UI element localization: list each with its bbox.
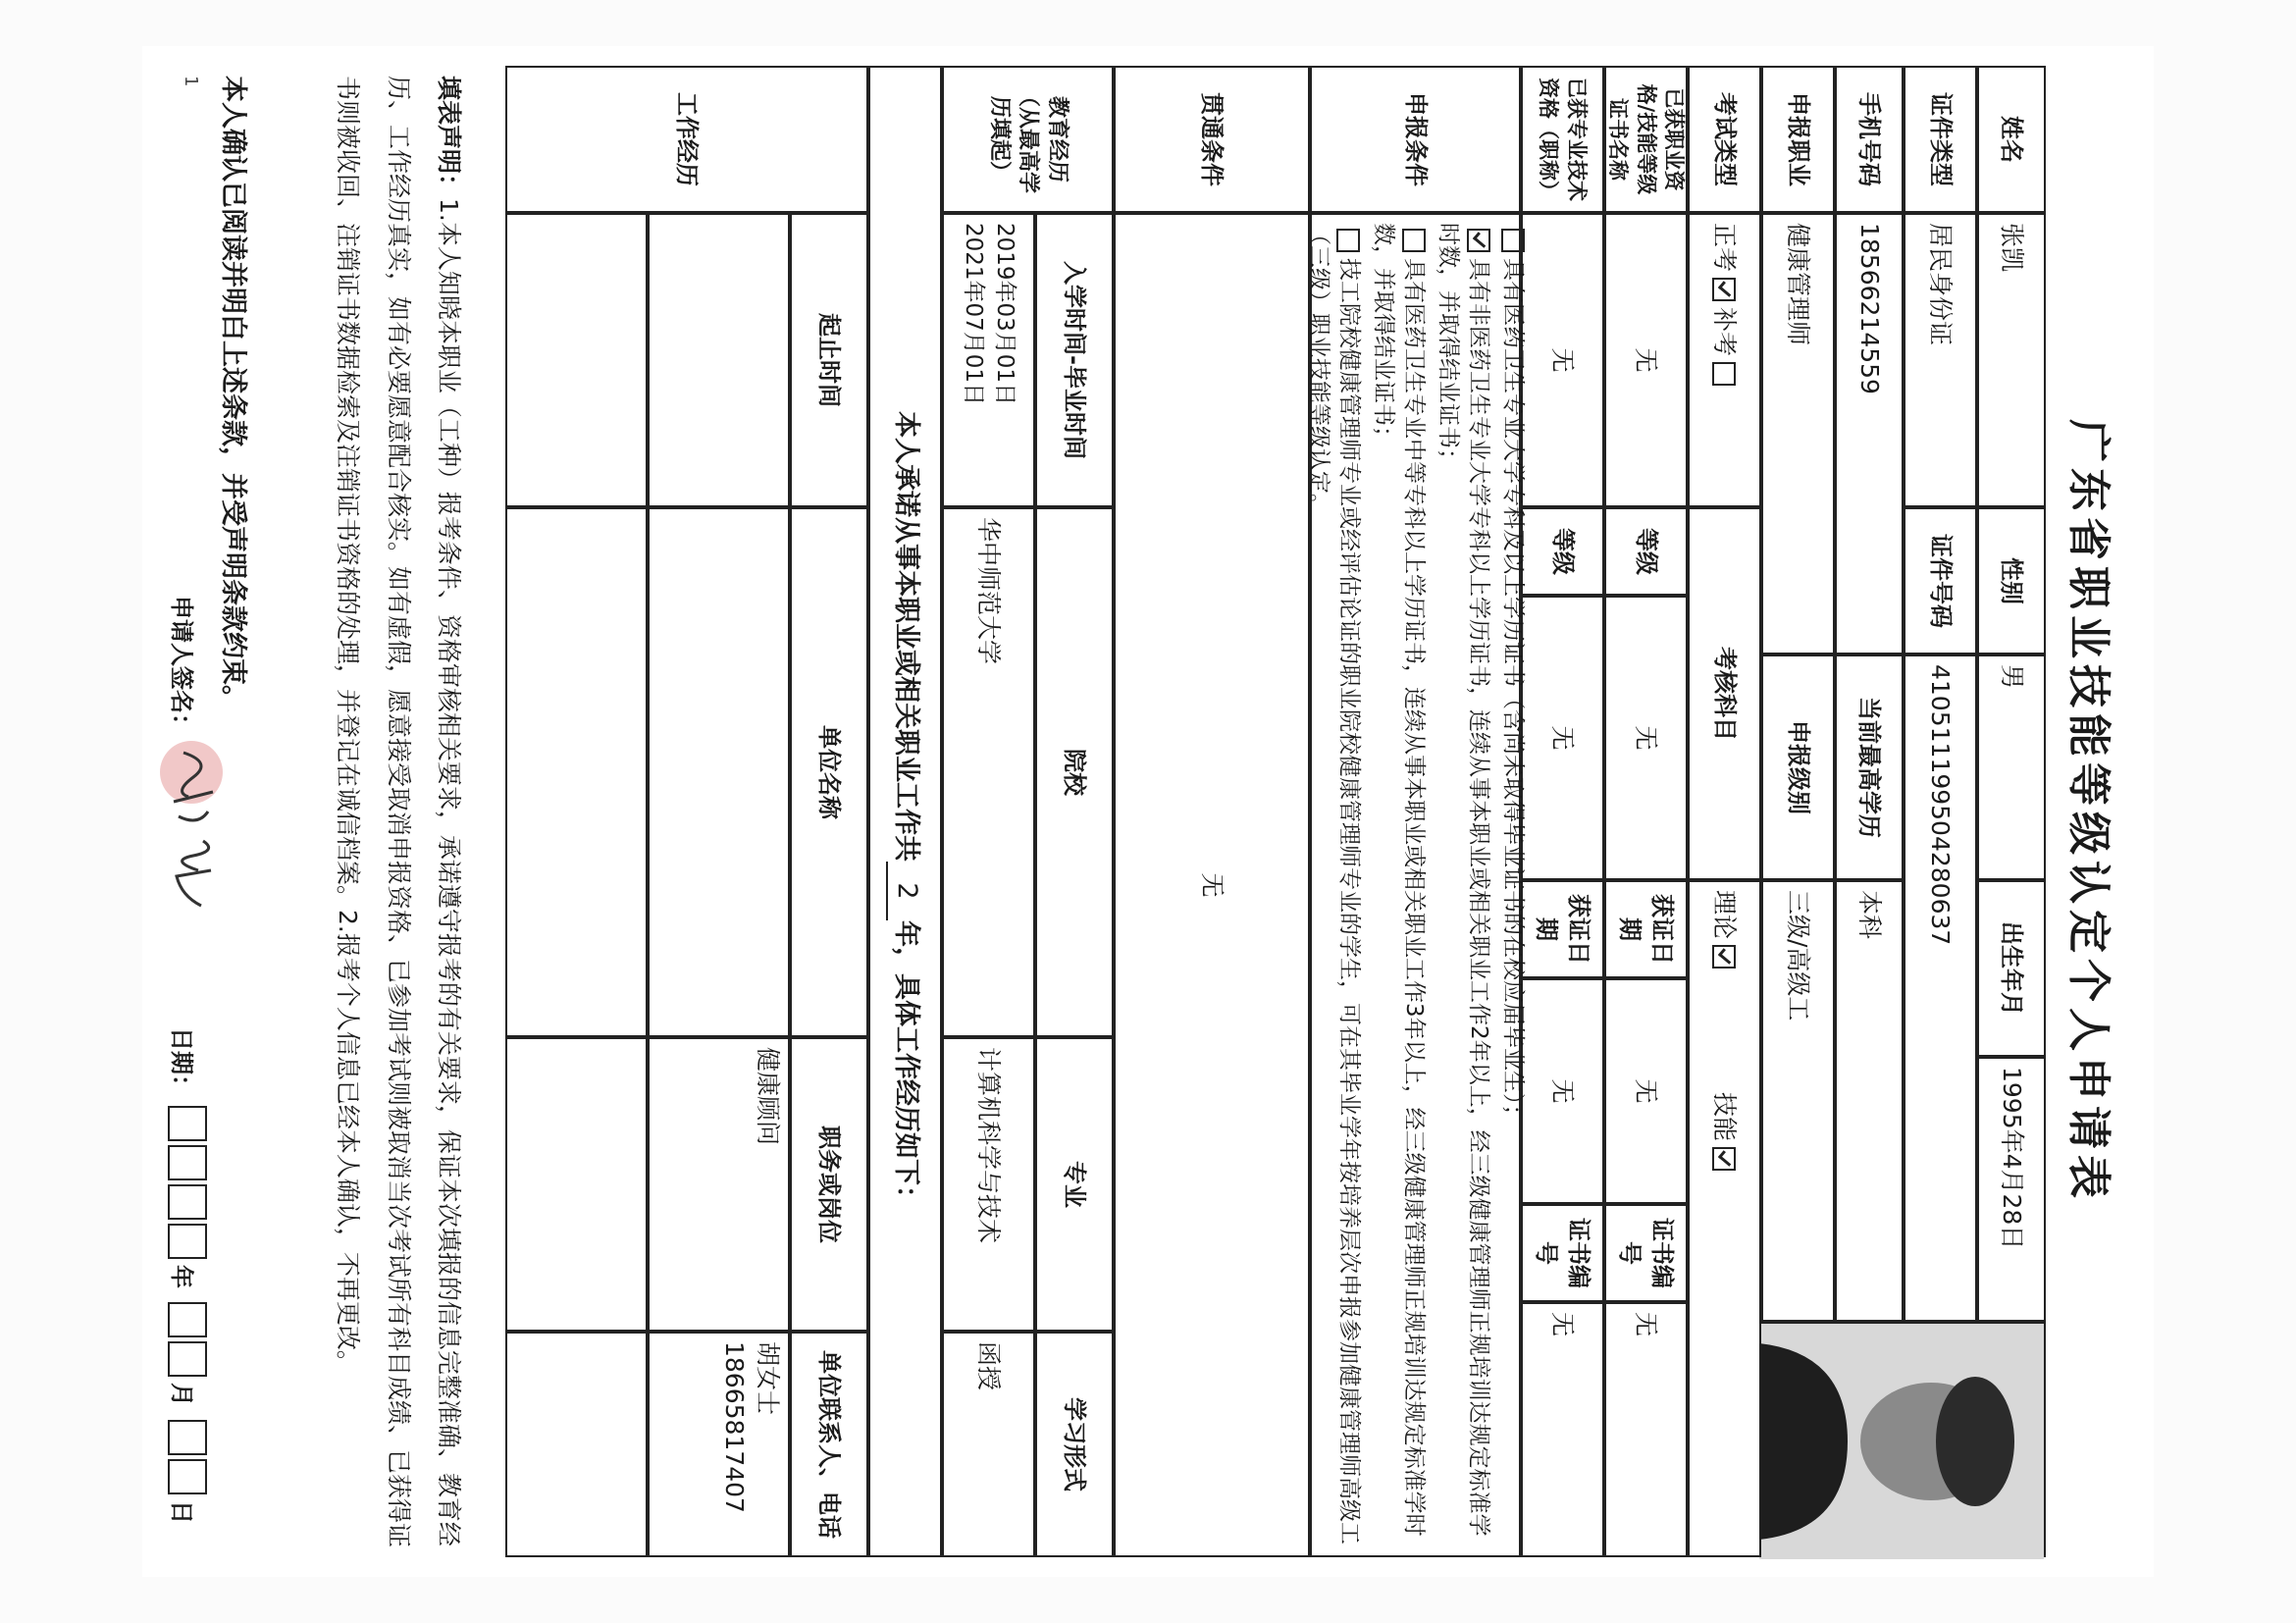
value-pass-condition: 无 [1114,213,1310,1557]
exam-retake-checkbox[interactable] [1713,362,1737,386]
date-year-unit: 年 [168,1265,195,1288]
date-year-digit-2 [168,1145,207,1180]
value-cert-no: 无 [1604,1302,1688,1557]
value-tech-level: 无 [1521,596,1604,880]
value-held-tech-name: 无 [1521,213,1604,507]
label-id-number: 证件号码 [1904,507,1977,654]
value-cert-level: 无 [1604,596,1688,880]
exam-retake-label: 补考 [1710,307,1740,357]
subject-theory-label: 理论 [1710,890,1740,940]
work-header-contact: 单位联系人、电话 [790,1332,868,1557]
subject-options [1688,880,1761,1557]
value-cert-date: 无 [1604,978,1688,1204]
value-education: 本科 [1835,880,1904,1322]
work-row-2-time [505,213,648,507]
label-education: 当前最高学历 [1835,654,1904,880]
condition-item-4 [1303,223,1364,1547]
work-row-1-contact: 胡女士 18665817407 [648,1332,790,1557]
work-commitment [868,66,942,1557]
edu-header-school: 院校 [1035,507,1114,1037]
work-header-company: 单位名称 [790,507,868,1037]
condition-2-checkbox[interactable] [1467,229,1490,252]
signature-image [154,733,233,919]
value-gender: 男 [1977,654,2046,880]
work-row-2-position [505,1037,648,1332]
condition-item-2 [1433,223,1493,1547]
value-phone: 18566214559 [1835,213,1904,654]
edu-header-major: 专业 [1035,1037,1114,1332]
edu-row-mode: 函授 [942,1332,1035,1557]
label-tech-no: 证书编号 [1521,1204,1604,1302]
label-cert-level: 等级 [1604,507,1688,596]
exam-first-checkbox[interactable] [1713,278,1737,301]
conditions-list [1305,213,1527,1557]
condition-1-checkbox[interactable] [1501,229,1525,252]
label-level: 申报级别 [1761,654,1835,880]
value-tech-date: 无 [1521,978,1604,1204]
work-row-1-position: 健康顾问 [648,1037,790,1332]
work-row-2-company [505,507,648,1037]
condition-1-text: 具有医药卫生专业大学专科及以上学历证书（含尚未取得毕业证书的在校应届毕业生）； [1500,258,1527,1127]
condition-4-checkbox[interactable] [1336,229,1360,252]
value-occupation: 健康管理师 [1761,213,1835,654]
exam-type-options [1688,213,1761,507]
work-commit-prefix: 本人承诺从事本职业或相关职业工作共 [890,411,921,862]
date-year-digit-3 [168,1184,207,1220]
declaration-heading: 填表声明： [435,76,463,199]
condition-3-text: 具有医药卫生专业中等专科以上学历证书，连续从事本职业或相关职业工作3年以上，经三级健康管理师正规培训达规定标准学时数，并取得结业证书； [1370,223,1428,1537]
edu-row-school: 华中师范大学 [942,507,1035,1037]
date-month-unit: 月 [168,1383,195,1406]
date-month-digit-2 [168,1341,207,1377]
edu-header-time: 入学时间-毕业时间 [1035,213,1114,507]
label-exam-type: 考试类型 [1688,66,1761,213]
application-form-sheet [142,46,2154,1577]
form-title: 广东省职业技能等级认定个人申请表 [2063,419,2113,1204]
signature-row [154,596,213,1557]
edu-row-time: 2019年03月01日 2021年07月01日 [942,213,1035,507]
label-birth: 出生年月 [1977,880,2046,1057]
declaration-body: 1.本人知晓本职业（工种）报考条件、资格审核相关要求，承诺遵守报考的有关要求，保证本次填报的信息完整准确、教育经历、工作经历真实，如有必要愿意配合核实。如有虚假，愿意接受取消申报资格、已参加考试则被取消当次考试所有科目成绩、已获得证书则被收回、注销证书数据检索及注销证书资格的处理，并登记在诚信档案。2.报考个人信息已经本人确认，不再更改。 [334,76,463,1548]
label-subjects: 考核科目 [1688,507,1761,880]
work-header-position: 职务或岗位 [790,1037,868,1332]
label-conditions: 申报条件 [1310,66,1521,213]
date-day-digit-1 [168,1420,207,1455]
label-name: 姓名 [1977,66,2046,213]
label-edu-history: 教育经历（从最高学历填起） [942,66,1114,213]
label-occupation: 申报职业 [1761,66,1835,213]
condition-2-text: 具有非医药卫生专业大学专科以上学历证书，连续从事本职业或相关职业工作2年以上，经三级健康管理师正规培训达规定标准学时数，并取得结业证书； [1435,223,1492,1537]
label-tech-date: 获证日期 [1521,880,1604,978]
photo-image [1759,1324,2044,1559]
date-year-digit-1 [168,1106,207,1141]
date-day-digit-2 [168,1459,207,1494]
declaration [323,76,474,1547]
label-held-tech: 已获专业技术资格（职称） [1521,66,1604,213]
page-number: 1 [181,76,201,87]
condition-item-3 [1368,223,1429,1547]
work-commit-suffix: 年，具体工作经历如下： [890,920,921,1212]
value-name: 张凯 [1977,213,2046,507]
subject-skill-label: 技能 [1710,1092,1740,1142]
edu-header-mode: 学习形式 [1035,1332,1114,1557]
date-day-unit: 日 [168,1500,195,1524]
work-row-1-time [648,213,790,507]
value-level: 三级/高级工 [1761,880,1835,1322]
value-id-type: 居民身份证 [1904,213,1977,507]
value-id-number: 410511199504280637 [1904,654,1977,1322]
value-birth: 1995年4月28日 [1977,1057,2046,1322]
subject-theory-checkbox[interactable] [1713,945,1737,969]
condition-4-text: 技工院校健康管理师专业或经评估论证的职业院校健康管理师专业的学生，可在其毕业学年按培养层次申报参加健康管理师高级工（三级）职业技能等级认定。 [1305,223,1362,1544]
work-commit-years: 2 [886,862,923,920]
value-held-cert-name: 无 [1604,213,1688,507]
condition-item-1 [1497,223,1528,1127]
exam-first-label: 正考 [1710,223,1740,273]
label-pass-condition: 贯通条件 [1114,66,1310,213]
label-cert-no: 证书编号 [1604,1204,1688,1302]
label-cert-date: 获证日期 [1604,880,1688,978]
work-header-time: 起止时间 [790,213,868,507]
label-work-history: 工作经历 [505,66,868,213]
value-tech-no: 无 [1521,1302,1604,1557]
work-row-2-contact [505,1332,648,1557]
date-year-digit-4 [168,1224,207,1259]
declaration-confirm: 本人确认已阅读并明白上述条款，并受声明条款约束。 [218,76,248,711]
condition-3-checkbox[interactable] [1402,229,1426,252]
label-gender: 性别 [1977,507,2046,654]
applicant-photo [1761,1322,2046,1557]
edu-row-major: 计算机科学与技术 [942,1037,1035,1332]
label-held-cert: 已获职业资格/技能等级证书名称 [1604,66,1688,213]
date-month-digit-1 [168,1302,207,1337]
label-id-type: 证件类型 [1904,66,1977,213]
sign-label: 申请人签名： [168,596,195,737]
label-tech-level: 等级 [1521,507,1604,596]
label-phone: 手机号码 [1835,66,1904,213]
date-label: 日期： [168,1027,195,1098]
work-row-1-company [648,507,790,1037]
subject-skill-checkbox[interactable] [1713,1147,1737,1171]
